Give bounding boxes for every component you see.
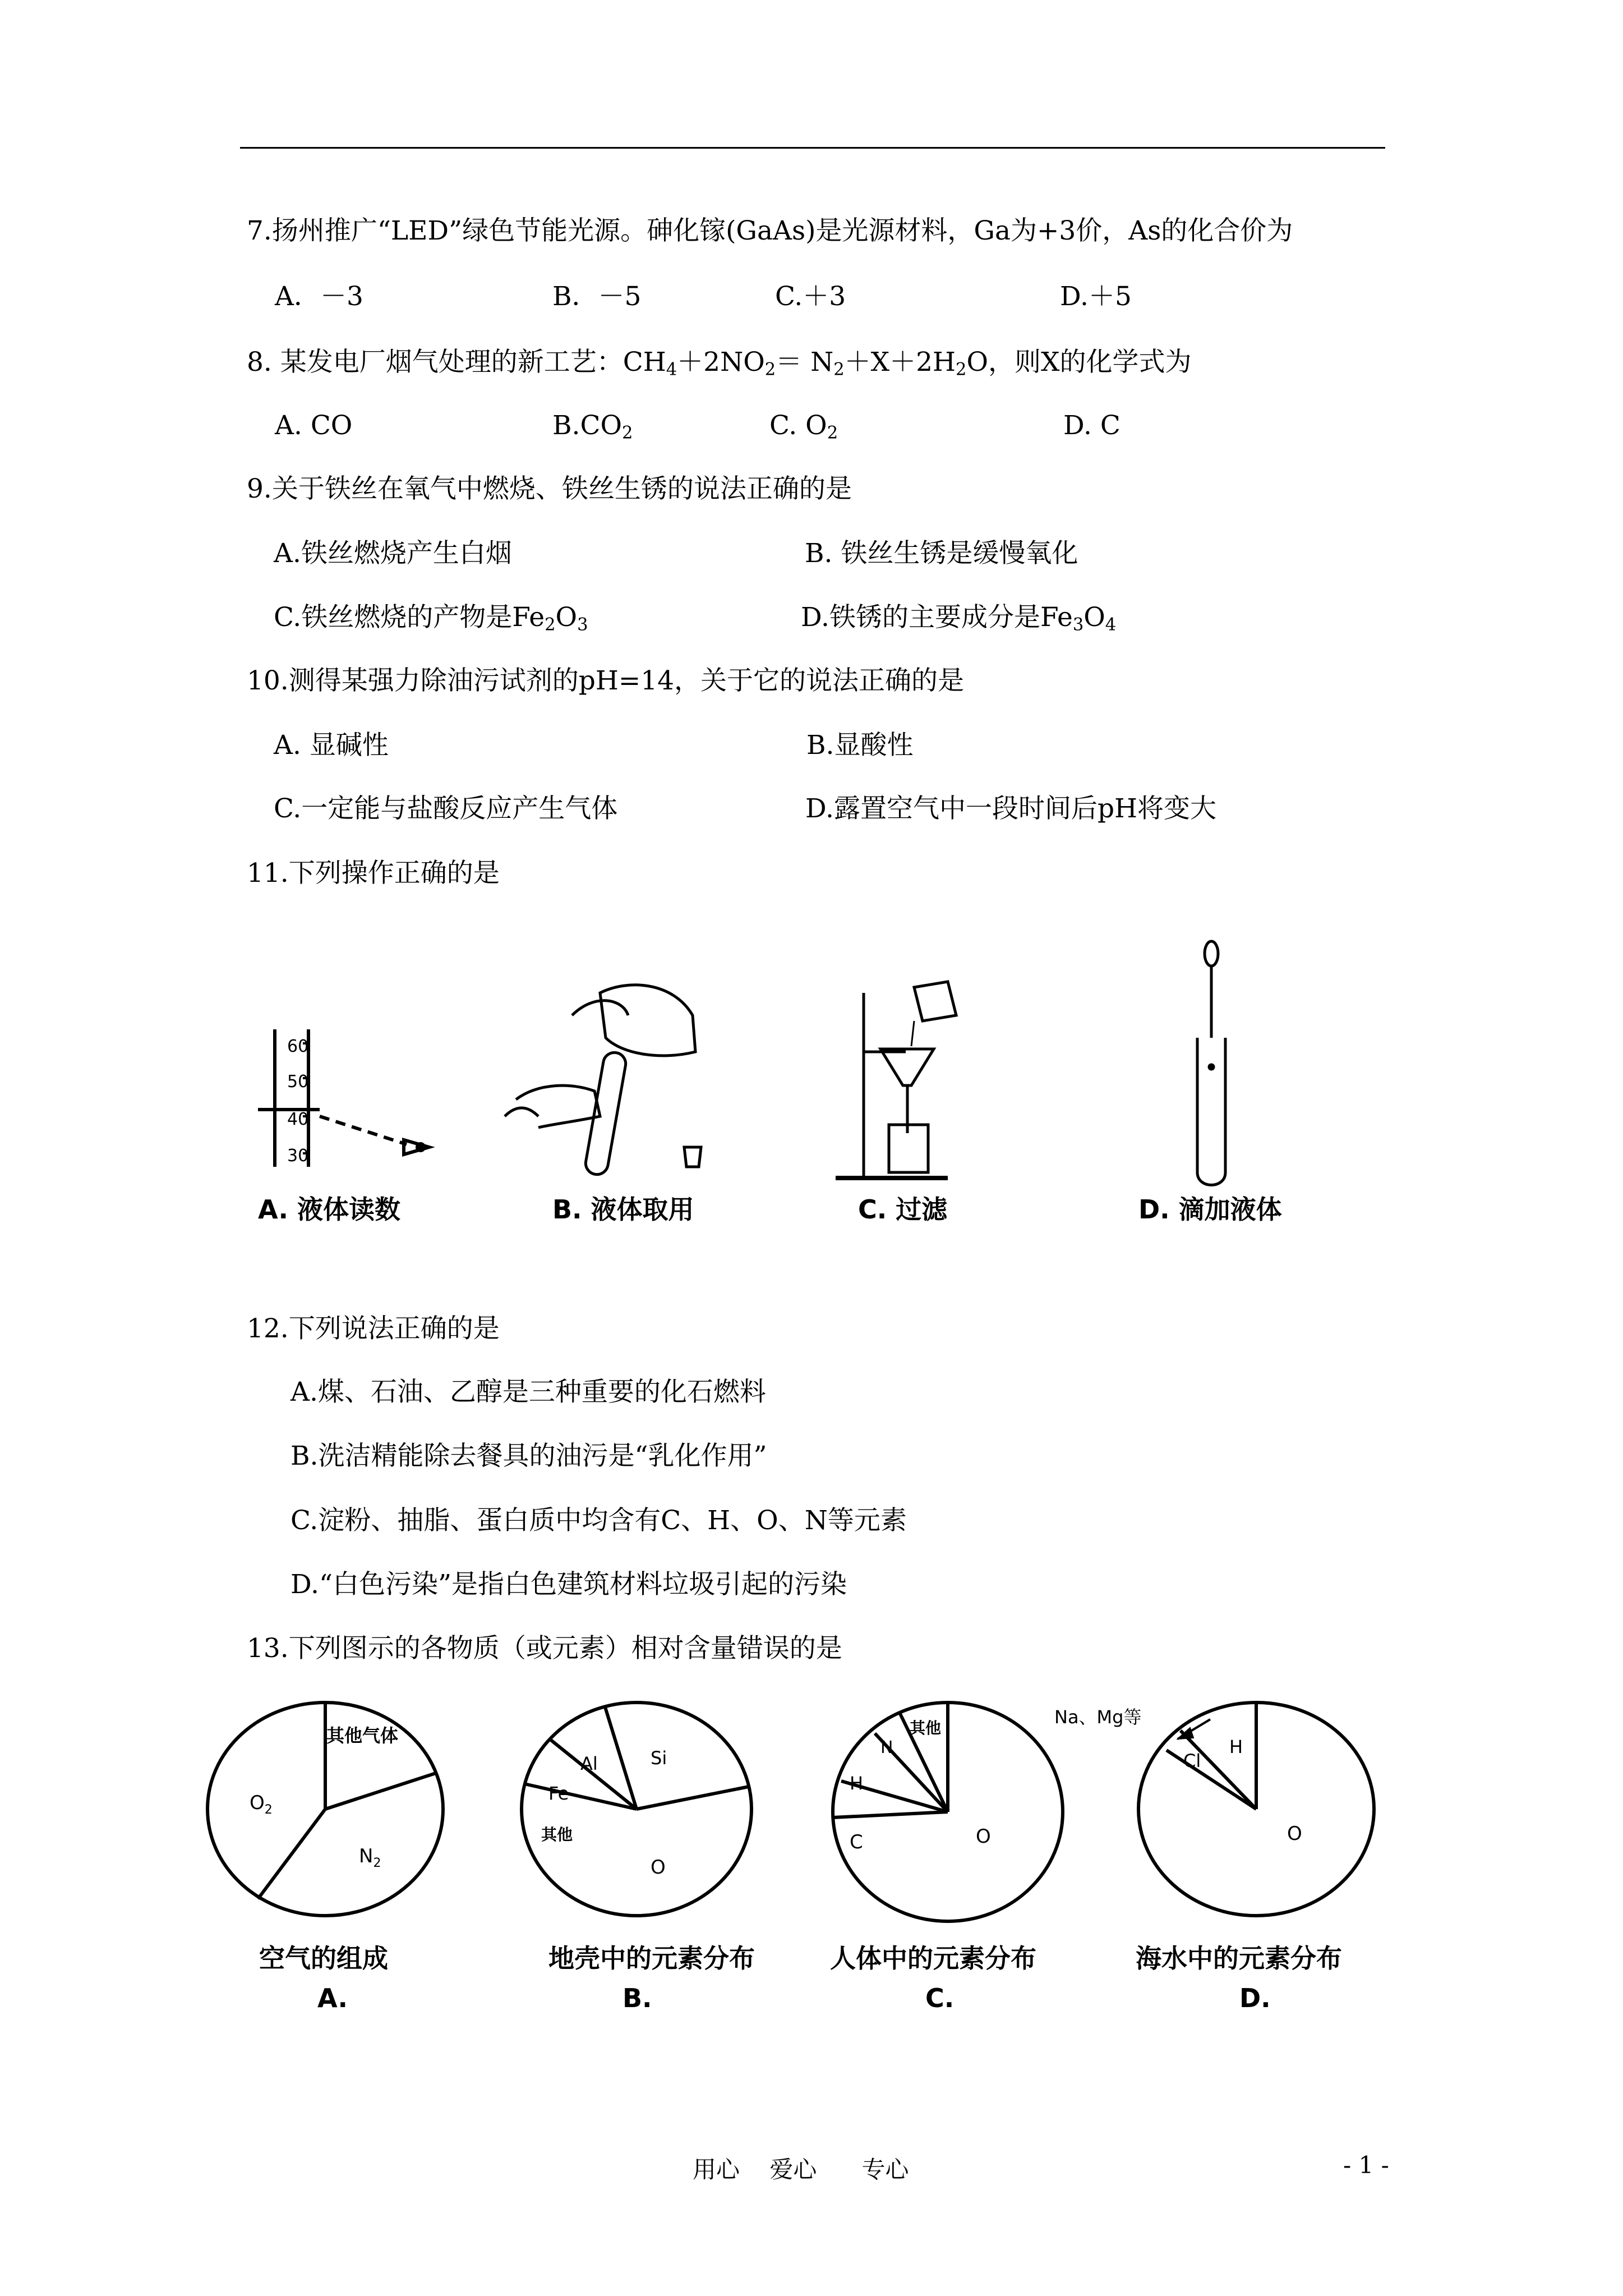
- pie-crust-elements: [522, 1703, 751, 1916]
- pie-b-label-fe: Fe: [548, 1783, 569, 1804]
- pie-letter-c: C.: [925, 1983, 955, 2013]
- pie-letter-b: B.: [623, 1983, 652, 2013]
- question-12-option-b: B.洗洁精能除去餐具的油污是“乳化作用”: [291, 1441, 767, 1471]
- operation-caption-a: A. 液体读数: [258, 1194, 400, 1225]
- lab-operations-figure: [236, 931, 1312, 1228]
- pie-d-label-h: H: [1229, 1736, 1243, 1757]
- pie-caption-d: 海水中的元素分布: [1136, 1943, 1342, 1973]
- question-8-option-c: C. $O_2$: [769, 410, 838, 443]
- pie-a-label-n2: $N_2$: [359, 1845, 381, 1870]
- question-10-option-c: C.一定能与盐酸反应产生气体: [274, 793, 618, 824]
- question-7-option-a: A．－3: [275, 281, 363, 312]
- dropper-test-tube-icon: [1197, 941, 1225, 1185]
- question-8-stem: 8. 某发电厂烟气处理的新工艺：$CH_4+2NO_2= N_2+X+2H_2O$，则X的化学式为: [247, 347, 1192, 380]
- question-8-option-d: D. C: [1063, 410, 1121, 441]
- question-13-stem: 13.下列图示的各物质（或元素）相对含量错误的是: [247, 1633, 842, 1664]
- pie-human-body-elements: [833, 1703, 1063, 1921]
- pie-a-label-o2: $O_2$: [250, 1792, 273, 1817]
- pie-a-label-other-gases: 其他气体: [326, 1725, 399, 1746]
- question-10-option-a: A. 显碱性: [274, 730, 389, 761]
- header-rule: [240, 147, 1385, 149]
- pie-caption-b: 地壳中的元素分布: [548, 1943, 755, 1973]
- question-8-option-b: $B.CO_2$: [552, 410, 633, 443]
- question-10-option-b: B.显酸性: [806, 730, 914, 761]
- pie-air-composition: [208, 1703, 443, 1916]
- question-10-option-d: D.露置空气中一段时间后pH将变大: [805, 793, 1217, 824]
- pie-letter-a: A.: [317, 1983, 348, 2013]
- pouring-liquid-icon: [505, 985, 701, 1176]
- pie-diagrams-figure: [202, 1688, 1447, 1924]
- question-7-option-d: D.＋5: [1060, 281, 1132, 312]
- operation-caption-d: D. 滴加液体: [1138, 1194, 1282, 1225]
- question-9-option-d: D.铁锈的主要成分是$Fe_3O_4$: [801, 602, 1117, 635]
- question-12-stem: 12.下列说法正确的是: [247, 1313, 500, 1344]
- scale-tick-60: 60: [287, 1037, 309, 1056]
- pie-c-label-h: H: [850, 1773, 864, 1794]
- footer-center: 用心 爱心 专心: [693, 2156, 909, 2183]
- pie-b-label-other: 其他: [541, 1825, 573, 1844]
- question-7-option-b: B．－5: [552, 281, 642, 312]
- pie-seawater-elements: [1138, 1703, 1374, 1916]
- pie-b-label-si: Si: [651, 1747, 667, 1769]
- pie-c-label-other: 其他: [910, 1719, 942, 1737]
- pie-b-label-al: Al: [580, 1753, 598, 1774]
- pie-c-label-o: O: [976, 1825, 991, 1848]
- pie-d-label-cl: Cl: [1183, 1750, 1201, 1772]
- question-9-option-c: C.铁丝燃烧的产物是$Fe_2O_3$: [274, 602, 588, 635]
- question-8-option-a: A. CO: [275, 410, 353, 441]
- pie-c-label-n: N: [880, 1738, 893, 1757]
- question-9-stem: 9.关于铁丝在氧气中燃烧、铁丝生锈的说法正确的是: [247, 473, 852, 504]
- operation-caption-b: B. 液体取用: [552, 1194, 694, 1225]
- question-7-stem: 7.扬州推广“LED”绿色节能光源。砷化镓(GaAs)是光源材料，Ga为+3价，As的化合价为: [247, 215, 1293, 246]
- scale-tick-50: 50: [287, 1072, 309, 1092]
- question-12-option-d: D.“白色污染”是指白色建筑材料垃圾引起的污染: [291, 1569, 847, 1600]
- graduated-cylinder-icon: [258, 1029, 429, 1167]
- question-12-option-c: C.淀粉、抽脂、蛋白质中均含有C、H、O、N等元素: [291, 1505, 907, 1536]
- operation-caption-c: C. 过滤: [858, 1194, 948, 1225]
- scale-tick-30: 30: [287, 1146, 309, 1166]
- pie-d-label-o: O: [1287, 1823, 1302, 1845]
- question-12-option-a: A.煤、石油、乙醇是三种重要的化石燃料: [291, 1377, 766, 1407]
- question-9-option-a: A.铁丝燃烧产生白烟: [274, 538, 512, 569]
- pie-letter-d: D.: [1239, 1983, 1271, 2013]
- pie-caption-a: 空气的组成: [259, 1943, 388, 1973]
- page-number: - 1 -: [1343, 2151, 1389, 2179]
- question-9-option-b: B. 铁丝生锈是缓慢氧化: [805, 538, 1078, 569]
- pie-b-label-o: O: [651, 1856, 666, 1879]
- pie-c-label-c: C: [850, 1831, 863, 1853]
- pie-d-label-na-mg: Na、Mg等: [1054, 1706, 1142, 1728]
- pie-caption-c: 人体中的元素分布: [830, 1943, 1036, 1973]
- question-11-stem: 11.下列操作正确的是: [247, 858, 500, 889]
- question-10-stem: 10.测得某强力除油污试剂的pH=14，关于它的说法正确的是: [247, 665, 965, 696]
- scale-tick-40: 40: [287, 1110, 309, 1129]
- filtration-icon: [836, 982, 956, 1178]
- question-7-option-c: C.＋3: [775, 281, 846, 312]
